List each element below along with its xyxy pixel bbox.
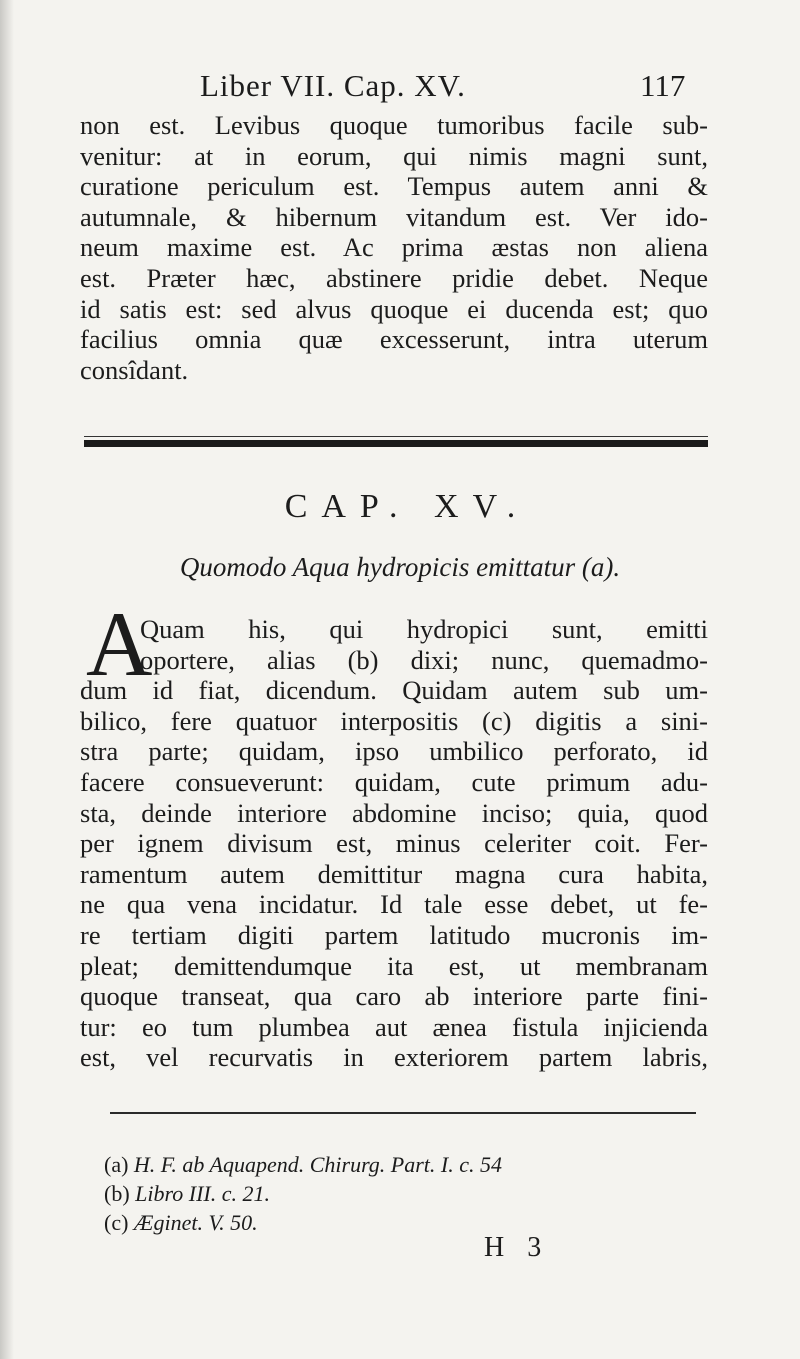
text-line: ne qua vena incidatur. Id tale esse debet, ut fe- bbox=[80, 889, 708, 920]
drop-cap: A bbox=[86, 593, 153, 695]
footnote-mark: (c) bbox=[104, 1210, 129, 1235]
main-paragraph bbox=[80, 614, 708, 1073]
chapter-subtitle: Quomodo Aqua hydropicis emittatur (a). bbox=[179, 552, 621, 582]
page-number: 117 bbox=[640, 68, 686, 103]
text-line: quoque transeat, qua caro ab interiore parte fini- bbox=[80, 981, 708, 1012]
text-line: facilius omnia quæ excesserunt, intra uterum bbox=[80, 324, 708, 355]
footnote-mark: (a) bbox=[104, 1152, 129, 1177]
text-line: venitur: at in eorum, qui nimis magni sunt, bbox=[80, 140, 708, 171]
running-head bbox=[0, 68, 800, 108]
top-paragraph bbox=[80, 110, 708, 385]
footnote-text: Æginet. V. 50. bbox=[133, 1210, 258, 1235]
footnote-text: Libro III. c. 21. bbox=[135, 1181, 270, 1206]
text-line: facere consueverunt: quidam, cute primum adu- bbox=[80, 766, 708, 797]
text-line: bilico, fere quatuor interpositis (c) digitis a sini- bbox=[80, 705, 708, 736]
footnote-text: H. F. ab Aquapend. Chirurg. Part. I. c. 54 bbox=[133, 1152, 503, 1177]
text-line: ramentum autem demittitur magna cura habita, bbox=[80, 858, 708, 889]
text-line: stra parte; quidam, ipso umbilico perforato, id bbox=[80, 736, 708, 767]
text-line: pleat; demittendumque ita est, ut membranam bbox=[80, 950, 708, 981]
footnote bbox=[104, 1208, 502, 1237]
text-line: non est. Levibus quoque tumoribus facile sub- bbox=[80, 110, 708, 140]
text-line: dum id fiat, dicendum. Quidam autem sub um- bbox=[80, 675, 708, 706]
chapter-title: CAP. XV. bbox=[284, 488, 530, 525]
text-line: Quam his, qui hydropici sunt, emitti bbox=[140, 614, 708, 644]
text-line: per ignem divisum est, minus celeriter coit. Fer- bbox=[80, 828, 708, 859]
text-line: id satis est: sed alvus quoque ei ducenda est; quo bbox=[80, 293, 708, 324]
text-line: consîdant. bbox=[80, 354, 189, 385]
text-line: curatione periculum est. Tempus autem anni & bbox=[80, 171, 708, 202]
section-rule-thin bbox=[84, 436, 708, 437]
footnote-rule bbox=[110, 1112, 696, 1114]
footnotes bbox=[104, 1150, 502, 1237]
text-line: autumnale, & hibernum vitandum est. Ver ido- bbox=[80, 201, 708, 232]
footnote-mark: (b) bbox=[104, 1181, 130, 1206]
text-line: est, vel recurvatis in exteriorem partem labris, bbox=[80, 1042, 708, 1073]
running-head-title: Liber VII. Cap. XV. bbox=[200, 68, 466, 103]
text-line: sta, deinde interiore abdomine inciso; quia, quod bbox=[80, 797, 708, 828]
text-line: re tertiam digiti partem latitudo mucronis im- bbox=[80, 919, 708, 950]
text-line: tur: eo tum plumbea aut ænea fistula injicienda bbox=[80, 1011, 708, 1042]
footnote bbox=[104, 1150, 502, 1179]
section-rule-thick bbox=[84, 440, 708, 447]
text-line: neum maxime est. Ac prima æstas non aliena bbox=[80, 232, 708, 263]
text-line: est. Præter hæc, abstinere pridie debet. Neque bbox=[80, 262, 708, 293]
text-line: oportere, alias (b) dixi; nunc, quemadmo- bbox=[140, 644, 708, 675]
page-gutter-shadow bbox=[0, 0, 14, 1359]
signature-mark: H 3 bbox=[484, 1232, 550, 1263]
footnote bbox=[104, 1179, 502, 1208]
